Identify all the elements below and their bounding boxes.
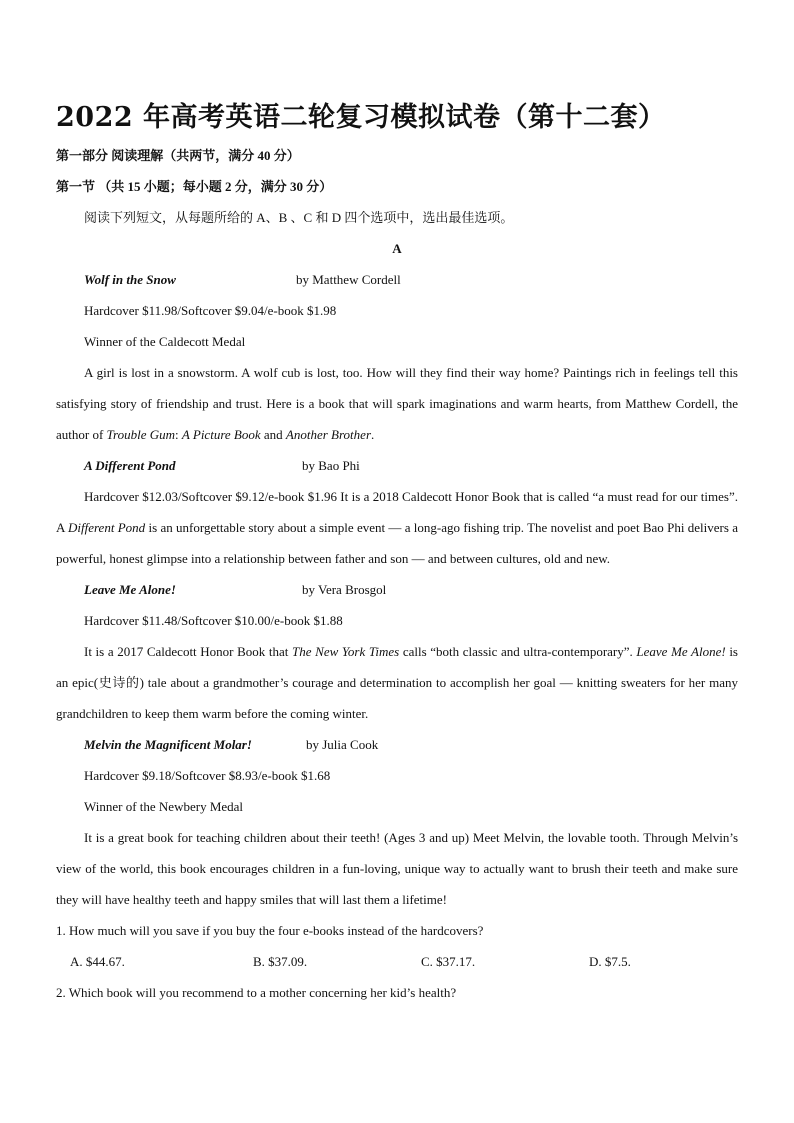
- passage-label: A: [392, 241, 402, 256]
- question-stem: 1. How much will you save if you buy the four e-books instead of the hardcovers?: [56, 923, 484, 938]
- book-description: Hardcover $12.03/Softcover $9.12/e-book $1.96 It is a 2018 Caldecott Honor Book that is called “a must read for our times”. A Different Pond is an unforgettable story about a simple event — a long-ago fishing trip. The novelist and poet Bao Phi delivers a powerful, honest glimpse into a relationship between father and son — and between cultures, old and new.: [56, 489, 738, 566]
- book-description: It is a 2017 Caldecott Honor Book that The New York Times calls “both classic and ultra-contemporary”. Leave Me Alone! is an epic(史诗的) tale about a grandmother’s courage and determination to accomplish her goal — knitting sweaters for her many grandchildren to keep them warm before the coming winter.: [56, 644, 738, 721]
- book-price: Hardcover $11.98/Softcover $9.04/e-book $1.98: [84, 303, 337, 318]
- question-options: [56, 946, 738, 977]
- book-author: by Julia Cook: [306, 737, 379, 752]
- book-award: Winner of the Newbery Medal: [84, 799, 244, 814]
- book-heading: [56, 729, 738, 760]
- page-title: 2022 年高考英语二轮复习模拟试卷（第十二套）: [56, 102, 666, 133]
- book-author: by Vera Brosgol: [302, 582, 387, 597]
- book-heading: [56, 264, 738, 295]
- book-price: Hardcover $11.48/Softcover $10.00/e-book $1.88: [84, 613, 343, 628]
- book-title: Leave Me Alone!: [84, 582, 176, 597]
- book-heading: [56, 450, 738, 481]
- book-author: by Bao Phi: [302, 458, 360, 473]
- option-b: B. $37.09.: [253, 954, 308, 969]
- book-title: A Different Pond: [84, 458, 176, 473]
- section-heading: 第一节 （共 15 小题；每小题 2 分，满分 30 分）: [56, 179, 333, 194]
- part-heading: 第一部分 阅读理解（共两节，满分 40 分）: [56, 148, 300, 163]
- book-author: by Matthew Cordell: [296, 272, 401, 287]
- option-d: D. $7.5.: [589, 954, 631, 969]
- option-a: A. $44.67.: [70, 954, 125, 969]
- book-title: Wolf in the Snow: [84, 272, 176, 287]
- book-description: A girl is lost in a snowstorm. A wolf cub is lost, too. How will they find their way home? Paintings rich in feelings tell this satisfying story of friendship and trust. Here is a book that will spark imaginations and warm hearts, from Matthew Cordell, the author of Trouble Gum: A Picture Book and Another Brother.: [56, 365, 738, 442]
- book-title: Melvin the Magnificent Molar!: [84, 737, 252, 752]
- question-stem: 2. Which book will you recommend to a mother concerning her kid’s health?: [56, 985, 457, 1000]
- exam-page: [56, 96, 738, 1008]
- book-price: Hardcover $9.18/Softcover $8.93/e-book $1.68: [84, 768, 331, 783]
- option-c: C. $37.17.: [421, 954, 476, 969]
- book-award: Winner of the Caldecott Medal: [84, 334, 246, 349]
- book-heading: [56, 574, 738, 605]
- book-description: It is a great book for teaching children about their teeth! (Ages 3 and up) Meet Melvin, the lovable tooth. Through Melvin’s view of the world, this book encourages children in a fun-loving, unique way to actually want to brush their teeth and make sure they will have healthy teeth and happy smiles that will last them a lifetime!: [56, 830, 738, 907]
- instruction: 阅读下列短文，从每题所给的 A、B 、C 和 D 四个选项中，选出最佳选项。: [84, 210, 514, 225]
